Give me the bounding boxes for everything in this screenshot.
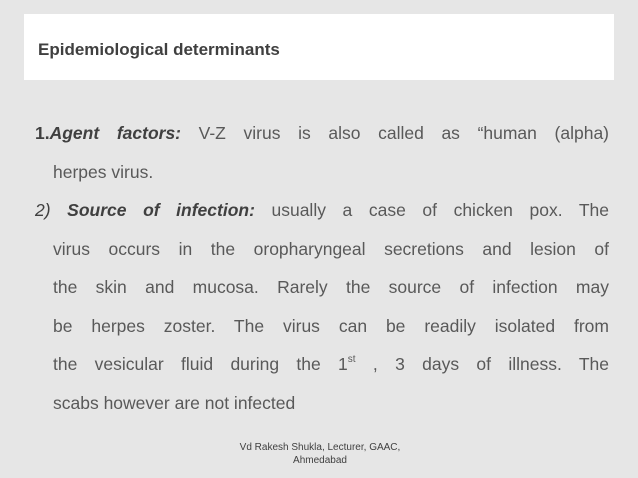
item2-label: Source of infection: (67, 200, 255, 220)
item1-number: 1. (35, 123, 50, 143)
item2-line2: virus occurs in the oropharyngeal secretions and lesion of (53, 238, 609, 259)
item1-line1 (35, 114, 609, 153)
title-box (24, 14, 614, 80)
slide-body (35, 114, 609, 422)
item1-line1-text: V-Z virus is also called as “human (alpha) (181, 123, 610, 143)
item2-line1-text: usually a case of chicken pox. The (254, 200, 609, 220)
superscript-st: st (347, 354, 356, 365)
footer-line2: Ahmedabad (293, 455, 347, 466)
slide-footer (220, 441, 420, 467)
item1-label: Agent factors: (49, 123, 182, 143)
item2-line5: the vesicular fluid during the 1st , 3 days of illness. The (53, 354, 609, 374)
item2-line4: be herpes zoster. The virus can be readily isolated from (53, 315, 609, 336)
item2-number: 2) (35, 200, 51, 220)
item2-line3: the skin and mucosa. Rarely the source of infection may (53, 277, 609, 297)
item2-line1 (35, 191, 609, 230)
item1-line2: herpes virus. (53, 161, 154, 182)
footer-line1: Vd Rakesh Shukla, Lecturer, GAAC, (239, 442, 401, 453)
item2-line6: scabs however are not infected (53, 392, 296, 413)
slide-title: Epidemiological determinants (38, 40, 280, 59)
